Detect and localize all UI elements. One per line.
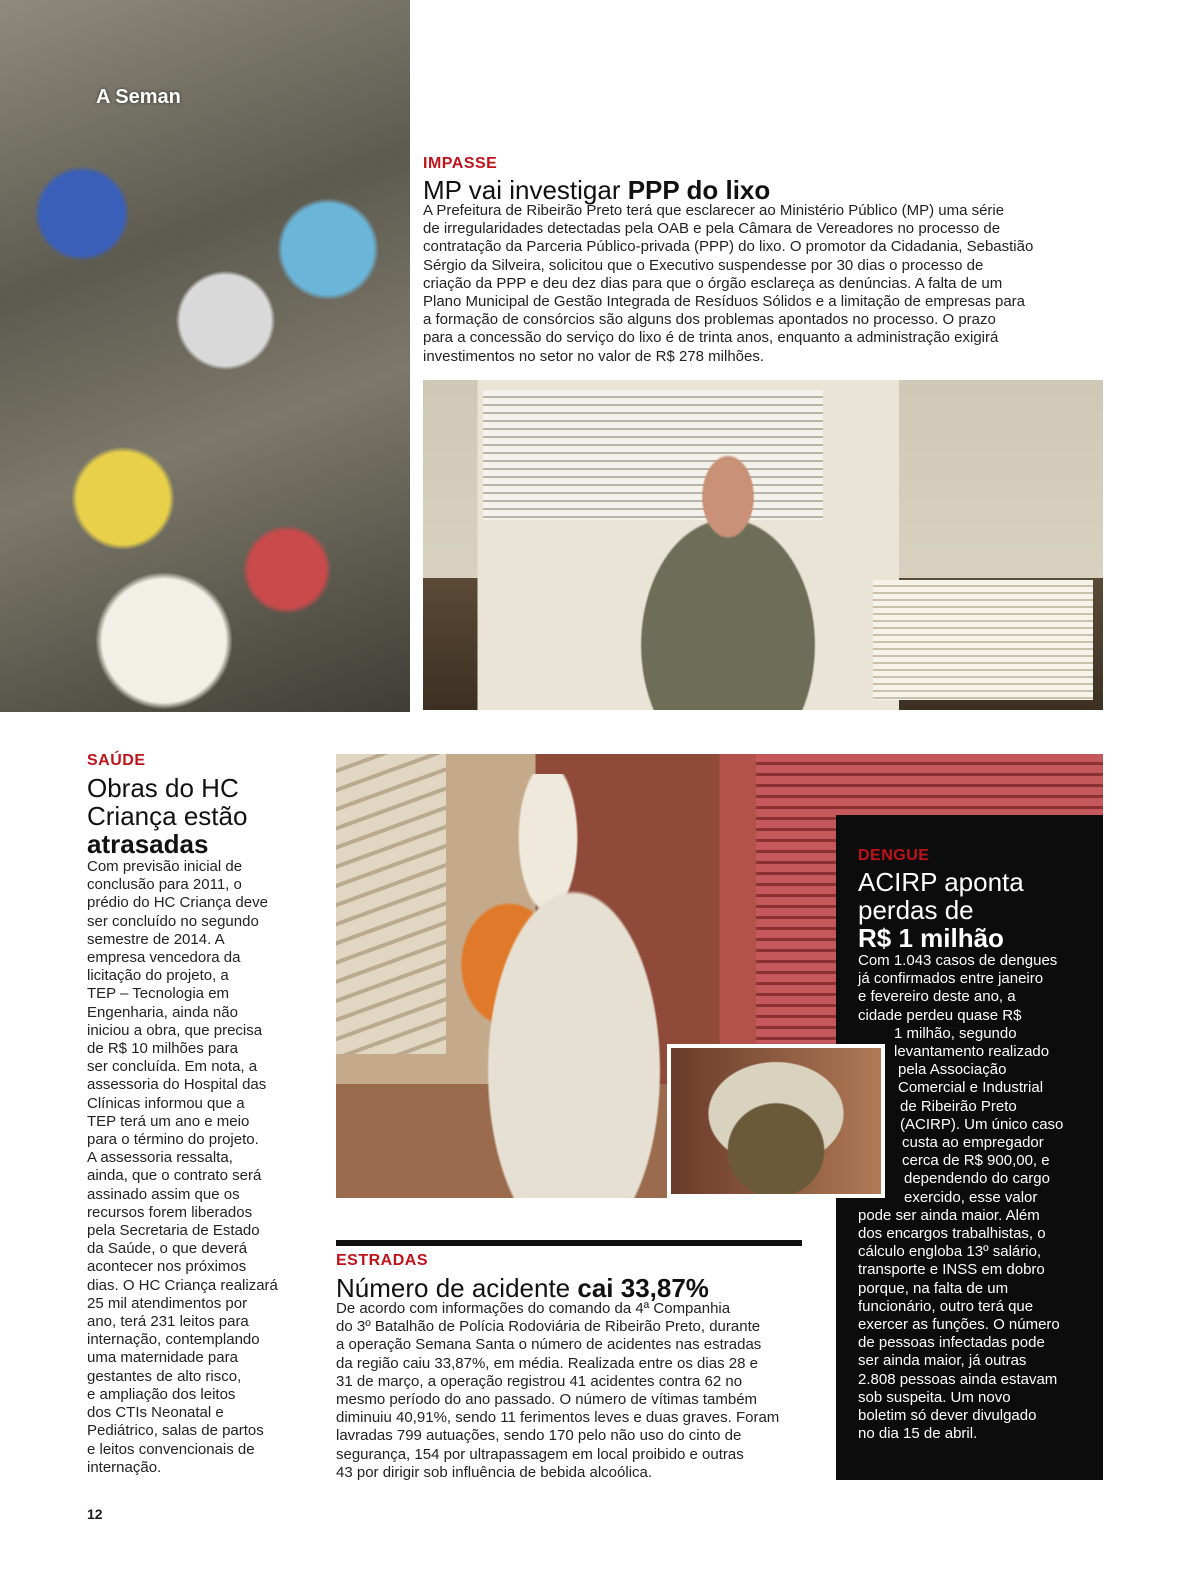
- dengue-line: custa ao empregador: [902, 1134, 1044, 1152]
- estradas-line: diminuiu 40,91%, sendo 11 ferimentos leves e duas graves. Foram: [336, 1409, 780, 1427]
- saude-body: [87, 858, 317, 1477]
- dengue-line: 2.808 pessoas ainda estavam: [858, 1370, 1058, 1388]
- impasse-line: para a concessão do serviço do lixo é de trinta anos, enquanto a administração exigirá: [423, 329, 999, 347]
- saude-line: Com previsão inicial de: [87, 858, 243, 875]
- saude-line: pela Secretaria de Estado: [87, 1222, 260, 1240]
- photo-watermark: A Seman: [96, 86, 181, 108]
- saude-line: internação.: [87, 1458, 162, 1476]
- saude-headline-line1: Obras do HC: [87, 773, 239, 803]
- dengue-line: Com 1.043 casos de dengues: [858, 952, 1058, 969]
- saude-line: de R$ 10 milhões para: [87, 1040, 238, 1058]
- paper-stack: [873, 580, 1093, 700]
- dengue-line: dos encargos trabalhistas, o: [858, 1225, 1046, 1243]
- saude-line: Engenharia, ainda não: [87, 1003, 238, 1021]
- saude-line: uma maternidade para: [87, 1349, 238, 1367]
- dengue-line: dependendo do cargo: [904, 1170, 1050, 1188]
- saude-line: gestantes de alto risco,: [87, 1367, 242, 1385]
- dengue-headline-bold: R$ 1 milhão: [858, 923, 1004, 953]
- dengue-line: 1 milhão, segundo: [894, 1024, 1017, 1042]
- mosquito-jar-photo: [667, 1044, 885, 1198]
- saude-line: A assessoria ressalta,: [87, 1149, 233, 1167]
- dengue-line: e fevereiro deste ano, a: [858, 988, 1016, 1006]
- impasse-line: criação da PPP e deu dez dias para que o órgão esclareça as denúncias. A falta de um: [423, 274, 1003, 292]
- impasse-headline-bold: PPP do lixo: [627, 175, 771, 205]
- dengue-line: pela Associação: [898, 1061, 1007, 1079]
- saude-line: iniciou a obra, que precisa: [87, 1021, 263, 1039]
- dengue-line: de pessoas infectadas pode: [858, 1334, 1045, 1352]
- estradas-line: mesmo período do ano passado. O número de vítimas também: [336, 1391, 758, 1409]
- page-number: 12: [87, 1506, 103, 1522]
- dengue-line: de Ribeirão Preto: [900, 1097, 1017, 1115]
- saude-line: dias. O HC Criança realizará: [87, 1276, 278, 1294]
- dengue-line: pode ser ainda maior. Além: [858, 1206, 1040, 1224]
- saude-line: conclusão para 2011, o: [87, 876, 242, 894]
- dengue-body: [858, 952, 1098, 1443]
- saude-line: prédio do HC Criança deve: [87, 894, 268, 912]
- dengue-line: já confirmados entre janeiro: [858, 970, 1044, 988]
- dengue-line: sob suspeita. Um novo: [858, 1388, 1011, 1406]
- saude-line: acontecer nos próximos: [87, 1258, 247, 1276]
- impasse-kicker: IMPASSE: [423, 155, 498, 172]
- impasse-line: A Prefeitura de Ribeirão Preto terá que esclarecer ao Ministério Público (MP) uma série: [423, 202, 1005, 219]
- dengue-kicker: DENGUE: [858, 847, 930, 864]
- dengue-headline-line1: ACIRP aponta: [858, 867, 1024, 897]
- impasse-line: Plano Municipal de Gestão Integrada de Resíduos Sólidos e a limitação de empresas para: [423, 293, 1026, 311]
- estradas-headline-bold: cai 33,87%: [577, 1273, 709, 1303]
- saude-headline-bold: atrasadas: [87, 829, 209, 859]
- estradas-line: De acordo com informações do comando da 4ª Companhia: [336, 1300, 731, 1317]
- dengue-line: funcionário, outro terá que: [858, 1297, 1034, 1315]
- estradas-rule: [336, 1240, 802, 1246]
- saude-line: dos CTIs Neonatal e: [87, 1404, 224, 1422]
- dengue-headline: [858, 868, 1098, 952]
- dengue-line: levantamento realizado: [894, 1043, 1050, 1061]
- saude-line: ano, terá 231 leitos para: [87, 1313, 249, 1331]
- saude-line: para o término do projeto.: [87, 1131, 259, 1149]
- saude-line: e leitos convencionais de: [87, 1440, 255, 1458]
- impasse-line: de irregularidades detectadas pela OAB e pela Câmara de Vereadores no processo de: [423, 220, 1001, 238]
- estradas-line: segurança, 154 por ultrapassagem em local proibido e outras: [336, 1445, 744, 1463]
- estradas-headline: [336, 1274, 709, 1302]
- dengue-line: no dia 15 de abril.: [858, 1425, 978, 1443]
- impasse-line: investimentos no setor no valor de R$ 278 milhões.: [423, 347, 765, 365]
- saude-line: Pediátrico, salas de partos: [87, 1422, 264, 1440]
- estradas-line: da região caiu 33,87%, em média. Realizada entre os dias 28 e: [336, 1354, 758, 1372]
- saude-line: ainda, que o contrato será: [87, 1167, 262, 1185]
- saude-line: TEP terá um ano e meio: [87, 1112, 250, 1130]
- prosecutor-figure: [593, 450, 863, 710]
- impasse-headline-light: MP vai investigar: [423, 175, 628, 205]
- saude-line: da Saúde, o que deverá: [87, 1240, 248, 1258]
- saude-headline-line2: Criança estão: [87, 801, 248, 831]
- saude-line: empresa vencedora da: [87, 949, 241, 967]
- saude-line: semestre de 2014. A: [87, 930, 225, 948]
- dengue-line: cerca de R$ 900,00, e: [902, 1152, 1050, 1170]
- saude-line: ser concluído no segundo: [87, 912, 259, 930]
- dengue-line: (ACIRP). Um único caso: [900, 1115, 1064, 1133]
- impasse-line: a formação de consórcios são alguns dos problemas apontados no processo. O prazo: [423, 311, 996, 329]
- sprayer-worker: [431, 774, 691, 1198]
- saude-kicker: SAÚDE: [87, 752, 146, 769]
- impasse-line: Sérgio da Silveira, solicitou que o Executivo suspendesse por 30 dias o processo de: [423, 256, 984, 274]
- saude-line: assinado assim que os: [87, 1185, 240, 1203]
- impasse-body: [423, 202, 1103, 366]
- saude-line: assessoria do Hospital das: [87, 1076, 267, 1094]
- estradas-line: 43 por dirigir sob influência de bebida alcoólica.: [336, 1463, 653, 1481]
- estradas-line: lavradas 799 autuações, sendo 170 pelo não uso do cinto de: [336, 1427, 742, 1445]
- dengue-line: cidade perdeu quase R$: [858, 1006, 1022, 1024]
- stairs: [336, 754, 446, 1054]
- dengue-line: ser ainda maior, já outras: [858, 1352, 1027, 1370]
- dengue-headline-line2: perdas de: [858, 895, 974, 925]
- dengue-line: boletim só dever divulgado: [858, 1407, 1037, 1425]
- estradas-line: a operação Semana Santa o número de acidentes nas estradas: [336, 1336, 762, 1354]
- saude-line: recursos forem liberados: [87, 1203, 253, 1221]
- saude-line: TEP – Tecnologia em: [87, 985, 230, 1003]
- impasse-line: contratação da Parceria Público-privada (PPP) do lixo. O promotor da Cidadania, Sebastião: [423, 238, 1034, 256]
- saude-line: Clínicas informou que a: [87, 1094, 245, 1112]
- estradas-body: [336, 1300, 806, 1482]
- estradas-line: 31 de março, a operação registrou 41 acidentes contra 62 no: [336, 1372, 743, 1390]
- estradas-line: do 3º Batalhão de Polícia Rodoviária de Ribeirão Preto, durante: [336, 1318, 761, 1336]
- dengue-line: porque, na falta de um: [858, 1279, 1009, 1297]
- dengue-line: exercer as funções. O número: [858, 1316, 1060, 1334]
- estradas-kicker: ESTRADAS: [336, 1252, 429, 1269]
- saude-line: ser concluída. Em nota, a: [87, 1058, 258, 1076]
- dengue-line: exercido, esse valor: [904, 1188, 1038, 1206]
- estradas-headline-light: Número de acidente: [336, 1273, 578, 1303]
- saude-line: e ampliação dos leitos: [87, 1385, 236, 1403]
- saude-line: licitação do projeto, a: [87, 967, 229, 985]
- saude-line: 25 mil atendimentos por: [87, 1294, 248, 1312]
- saude-line: internação, contemplando: [87, 1331, 260, 1349]
- dengue-line: cálculo engloba 13º salário,: [858, 1243, 1042, 1261]
- recycling-photo: [0, 0, 410, 712]
- impasse-headline: [423, 176, 770, 204]
- dengue-line: transporte e INSS em dobro: [858, 1261, 1045, 1279]
- dengue-line: Comercial e Industrial: [898, 1079, 1044, 1097]
- prosecutor-office-photo: [423, 380, 1103, 710]
- saude-headline: [87, 774, 327, 858]
